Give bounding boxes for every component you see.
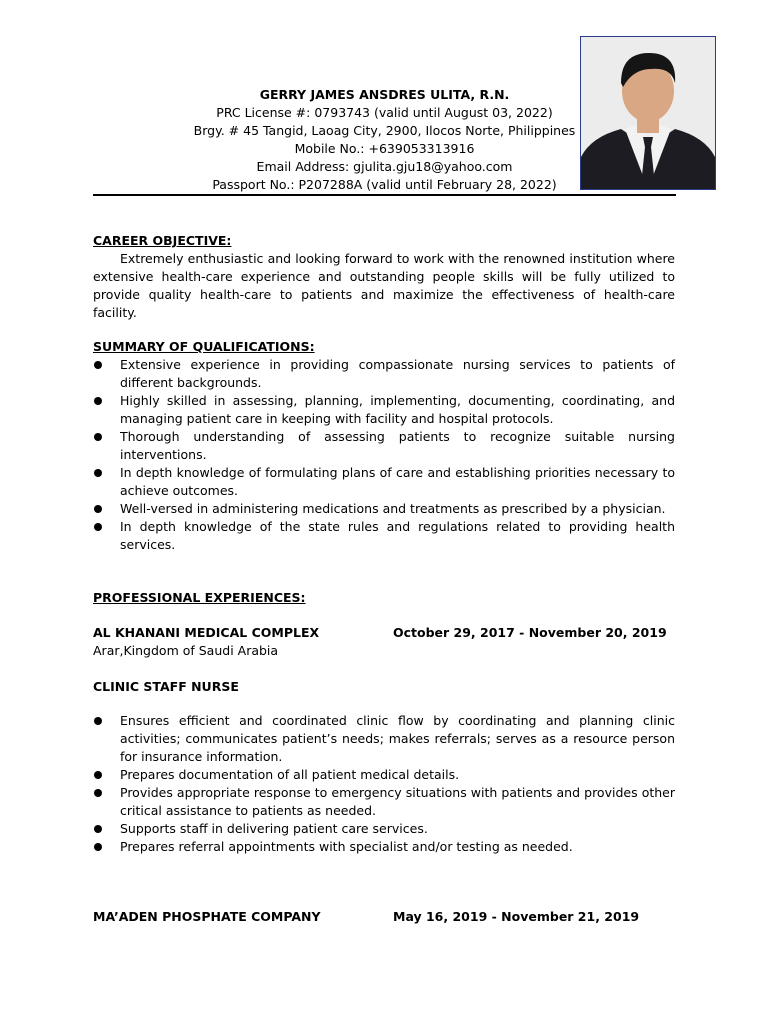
job-al-khanani [93, 624, 675, 660]
job-maaden [93, 908, 675, 926]
applicant-name: GERRY JAMES ANSDRES ULITA, R.N. [259, 87, 510, 102]
career-objective-text: Extremely enthusiastic and looking forward to work with the renowned institution where extensive health-care experience and outstanding people skills will be fully utilized to provide quality health-care to patients and maximize the effectiveness of health-care facility. [93, 251, 675, 320]
applicant-photo [580, 36, 716, 190]
list-item: Ensures efficient and coordinated clinic flow by coordinating and planning clinic activities; communicates patient’s needs; makes referrals; serves as a resource person for insurance information. [93, 712, 675, 766]
job-header-row [93, 624, 675, 642]
employment-dates: October 29, 2017 - November 20, 2019 [393, 625, 667, 640]
duties-list [93, 712, 675, 856]
list-item: Thorough understanding of assessing patients to recognize suitable nursing interventions. [93, 428, 675, 464]
list-item: Prepares referral appointments with specialist and/or testing as needed. [93, 838, 675, 856]
job-title: CLINIC STAFF NURSE [93, 679, 239, 694]
mobile-number: Mobile No.: +639053313916 [294, 141, 475, 156]
experience-heading: PROFESSIONAL EXPERIENCES: [93, 590, 306, 605]
list-item: Supports staff in delivering patient care services. [93, 820, 675, 838]
list-item: Provides appropriate response to emergency situations with patients and provides other critical assistance to patients as needed. [93, 784, 675, 820]
prc-license: PRC License #: 0793743 (valid until August 03, 2022) [216, 105, 553, 120]
email-address: Email Address: gjulita.gju18@yahoo.com [256, 159, 513, 174]
list-item: Highly skilled in assessing, planning, implementing, documenting, coordinating, and managing patient care in keeping with facility and hospital protocols. [93, 392, 675, 428]
list-item: Extensive experience in providing compassionate nursing services to patients of different backgrounds. [93, 356, 675, 392]
list-item: In depth knowledge of formulating plans of care and establishing priorities necessary to achieve outcomes. [93, 464, 675, 500]
list-item: Well-versed in administering medications and treatments as prescribed by a physician. [93, 500, 675, 518]
experience-section [93, 589, 675, 607]
summary-section [93, 338, 675, 554]
list-item: Prepares documentation of all patient medical details. [93, 766, 675, 784]
career-objective-heading: CAREER OBJECTIVE: [93, 233, 232, 248]
job-role [93, 678, 675, 696]
home-address: Brgy. # 45 Tangid, Laoag City, 2900, Ilocos Norte, Philippines [193, 123, 576, 138]
company-name: AL KHANANI MEDICAL COMPLEX [93, 625, 320, 640]
company-location: Arar,Kingdom of Saudi Arabia [93, 643, 279, 658]
company-name: MA’ADEN PHOSPHATE COMPANY [93, 909, 321, 924]
portrait-image [581, 37, 715, 189]
list-item: In depth knowledge of the state rules and regulations related to providing health services. [93, 518, 675, 554]
passport-number: Passport No.: P207288A (valid until February 28, 2022) [212, 177, 557, 192]
career-objective-section [93, 232, 675, 322]
job-duties [93, 712, 675, 856]
header-divider [93, 194, 676, 196]
employment-dates: May 16, 2019 - November 21, 2019 [393, 909, 640, 924]
summary-heading: SUMMARY OF QUALIFICATIONS: [93, 339, 315, 354]
job-header-row [93, 908, 675, 926]
summary-list [93, 356, 675, 554]
